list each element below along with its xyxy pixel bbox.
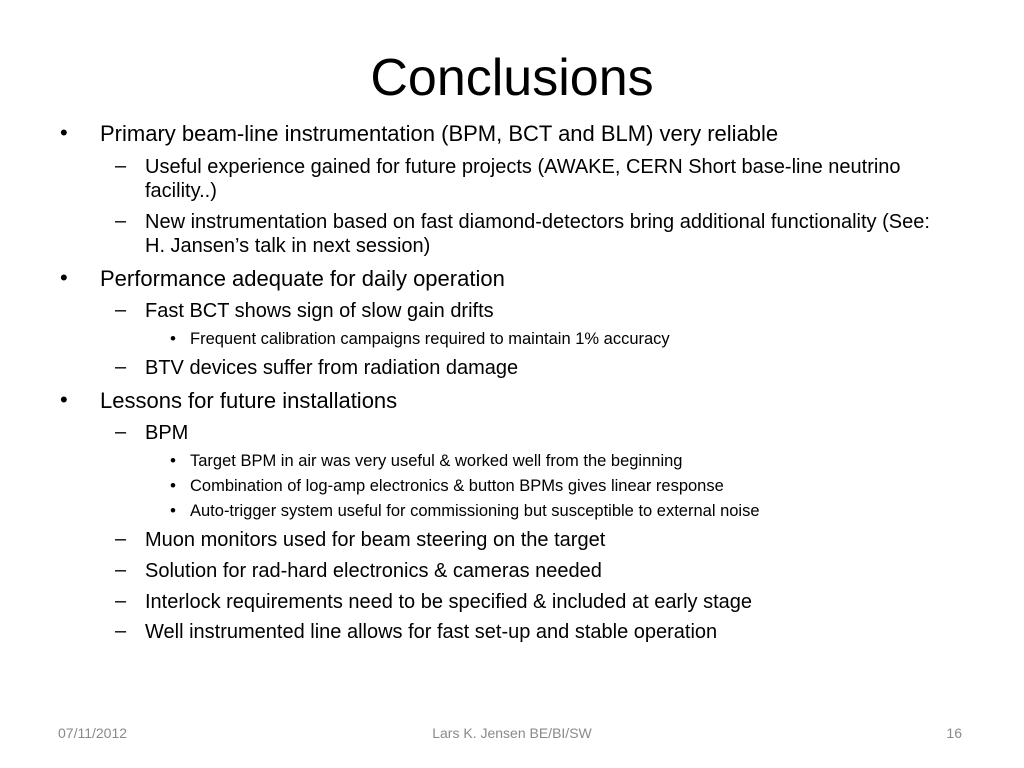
- bullet-text: Lessons for future installations: [100, 388, 398, 413]
- bullet-marker: –: [115, 421, 127, 443]
- bullet-text: BPM: [145, 422, 189, 444]
- bullet-marker: •: [170, 451, 176, 470]
- bullet-text: Frequent calibration campaigns required to maintain 1% accuracy: [190, 330, 670, 348]
- bullet-marker: •: [60, 265, 68, 290]
- bullet-marker: •: [170, 476, 176, 495]
- footer-date: 07/11/2012: [58, 725, 128, 741]
- page-number: 16: [946, 725, 962, 741]
- bullet-text: Muon monitors used for beam steering on the target: [145, 529, 606, 551]
- bullet-marker: •: [170, 501, 176, 520]
- bullet-text: Interlock requirements need to be specified & included at early stage: [145, 591, 753, 613]
- bullet-marker: –: [115, 155, 127, 177]
- bullet-marker: –: [115, 590, 127, 612]
- bullet-text: Combination of log-amp electronics & button BPMs gives linear response: [190, 477, 724, 495]
- bullet-text: New instrumentation based on fast diamond-detectors bring additional functionality (See: H. Jansen’s talk in next session): [145, 211, 930, 257]
- bullet-text: Useful experience gained for future projects (AWAKE, CERN Short base-line neutrino facility..): [145, 156, 901, 202]
- bullet-marker: –: [115, 356, 127, 378]
- bullet-marker: •: [60, 120, 68, 145]
- bullet-text: Well instrumented line allows for fast set-up and stable operation: [145, 621, 718, 643]
- bullet-text: BTV devices suffer from radiation damage: [145, 357, 519, 379]
- bullet-text: Target BPM in air was very useful & worked well from the beginning: [190, 452, 683, 470]
- bullet-marker: •: [170, 329, 176, 348]
- footer-author: Lars K. Jensen BE/BI/SW: [432, 725, 592, 741]
- bullet-text: Auto-trigger system useful for commissioning but susceptible to external noise: [190, 502, 760, 520]
- bullet-marker: –: [115, 528, 127, 550]
- bullet-marker: •: [60, 387, 68, 412]
- bullet-marker: –: [115, 620, 127, 642]
- bullet-text: Performance adequate for daily operation: [100, 266, 505, 291]
- bullet-text: Fast BCT shows sign of slow gain drifts: [145, 300, 494, 322]
- bullet-marker: –: [115, 210, 127, 232]
- bullet-text: Solution for rad-hard electronics & cameras needed: [145, 560, 602, 582]
- bullet-marker: –: [115, 299, 127, 321]
- bullet-marker: –: [115, 559, 127, 581]
- bullet-text: Primary beam-line instrumentation (BPM, BCT and BLM) very reliable: [100, 121, 779, 146]
- slide-title: Conclusions: [370, 49, 654, 107]
